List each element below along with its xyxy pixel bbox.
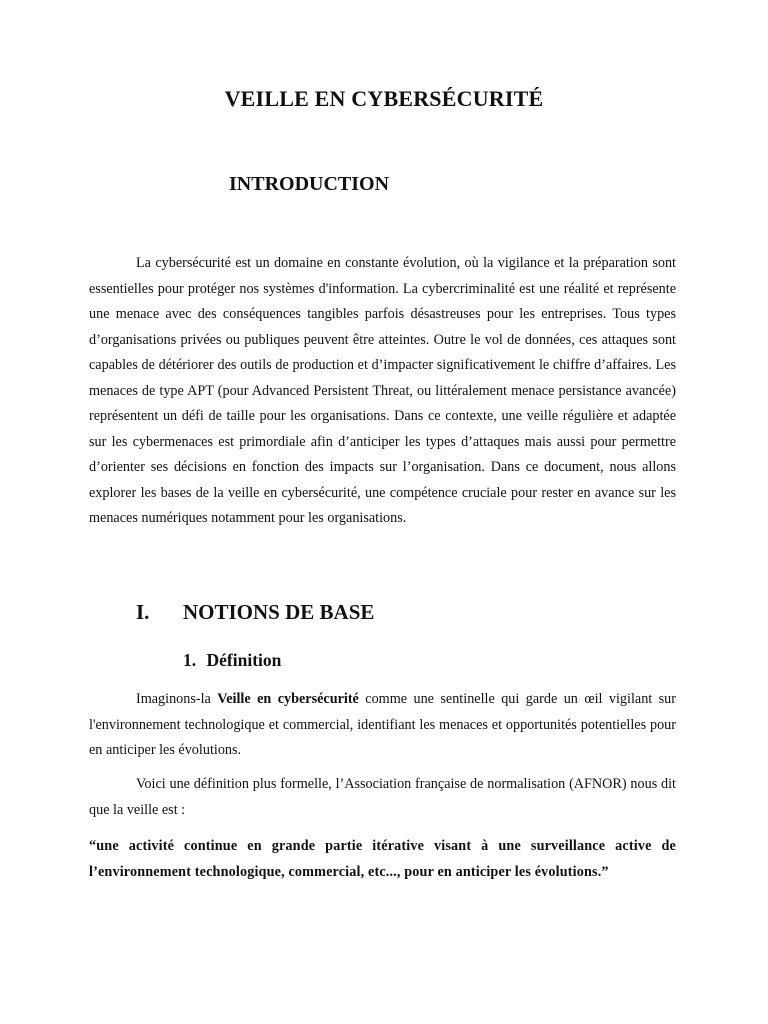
subsection-heading (183, 650, 281, 671)
afnor-definition-quote: “une activité continue en grande partie itérative visant à une surveillance active de l’environnement technologique, commercial, etc..., pour en anticiper les évolutions.” (89, 838, 676, 880)
subsection-title: Définition (206, 650, 282, 670)
document-title: VEILLE EN CYBERSÉCURITÉ (224, 86, 544, 111)
definition-bold-term: Veille en cybersécurité (217, 691, 359, 707)
definition-paragraph (89, 687, 676, 764)
subsection-number: 1. (183, 650, 197, 670)
section-number: I. (136, 600, 150, 624)
afnor-paragraph: Voici une définition plus formelle, l’Association française de normalisation (AFNOR) nous dit que la veille est : (89, 776, 676, 818)
introduction-paragraph: La cybersécurité est un domaine en constante évolution, où la vigilance et la préparation sont essentielles pour protéger nos systèmes d'information. La cybercriminalité est une réalité et représente une menace avec des conséquences tangibles parfois désastreuses pour les entreprises. Tous types d’organisations privées ou publiques peuvent être atteintes. Outre le vol de données, ces attaques sont capables de détériorer des outils de production et d’impacter significativement le chiffre d’affaires. Les menaces de type APT (pour Advanced Persistent Threat, ou littéralement menace persistance avancée) représentent un défi de taille pour les organisations. Dans ce contexte, une veille régulière et adaptée sur les cybermenaces est primordiale afin d’anticiper les types d’attaques mais aussi pour permettre d’orienter ses décisions en fonction des impacts sur l’organisation. Dans ce document, nous allons explorer les bases de la veille en cybersécurité, une compétence cruciale pour rester en avance sur les menaces numériques notamment pour les organisations. (89, 255, 676, 526)
definition-text-end: comme une sentinelle qui garde un œil vigilant sur l'environnement technologique et commercial, identifiant les menaces et opportunités potentielles pour en anticiper les évolutions. (89, 691, 676, 758)
introduction-heading: INTRODUCTION (229, 173, 390, 195)
section-heading (136, 600, 374, 625)
section-title: NOTIONS DE BASE (183, 600, 375, 624)
definition-text-start: Imaginons-la (136, 691, 218, 707)
